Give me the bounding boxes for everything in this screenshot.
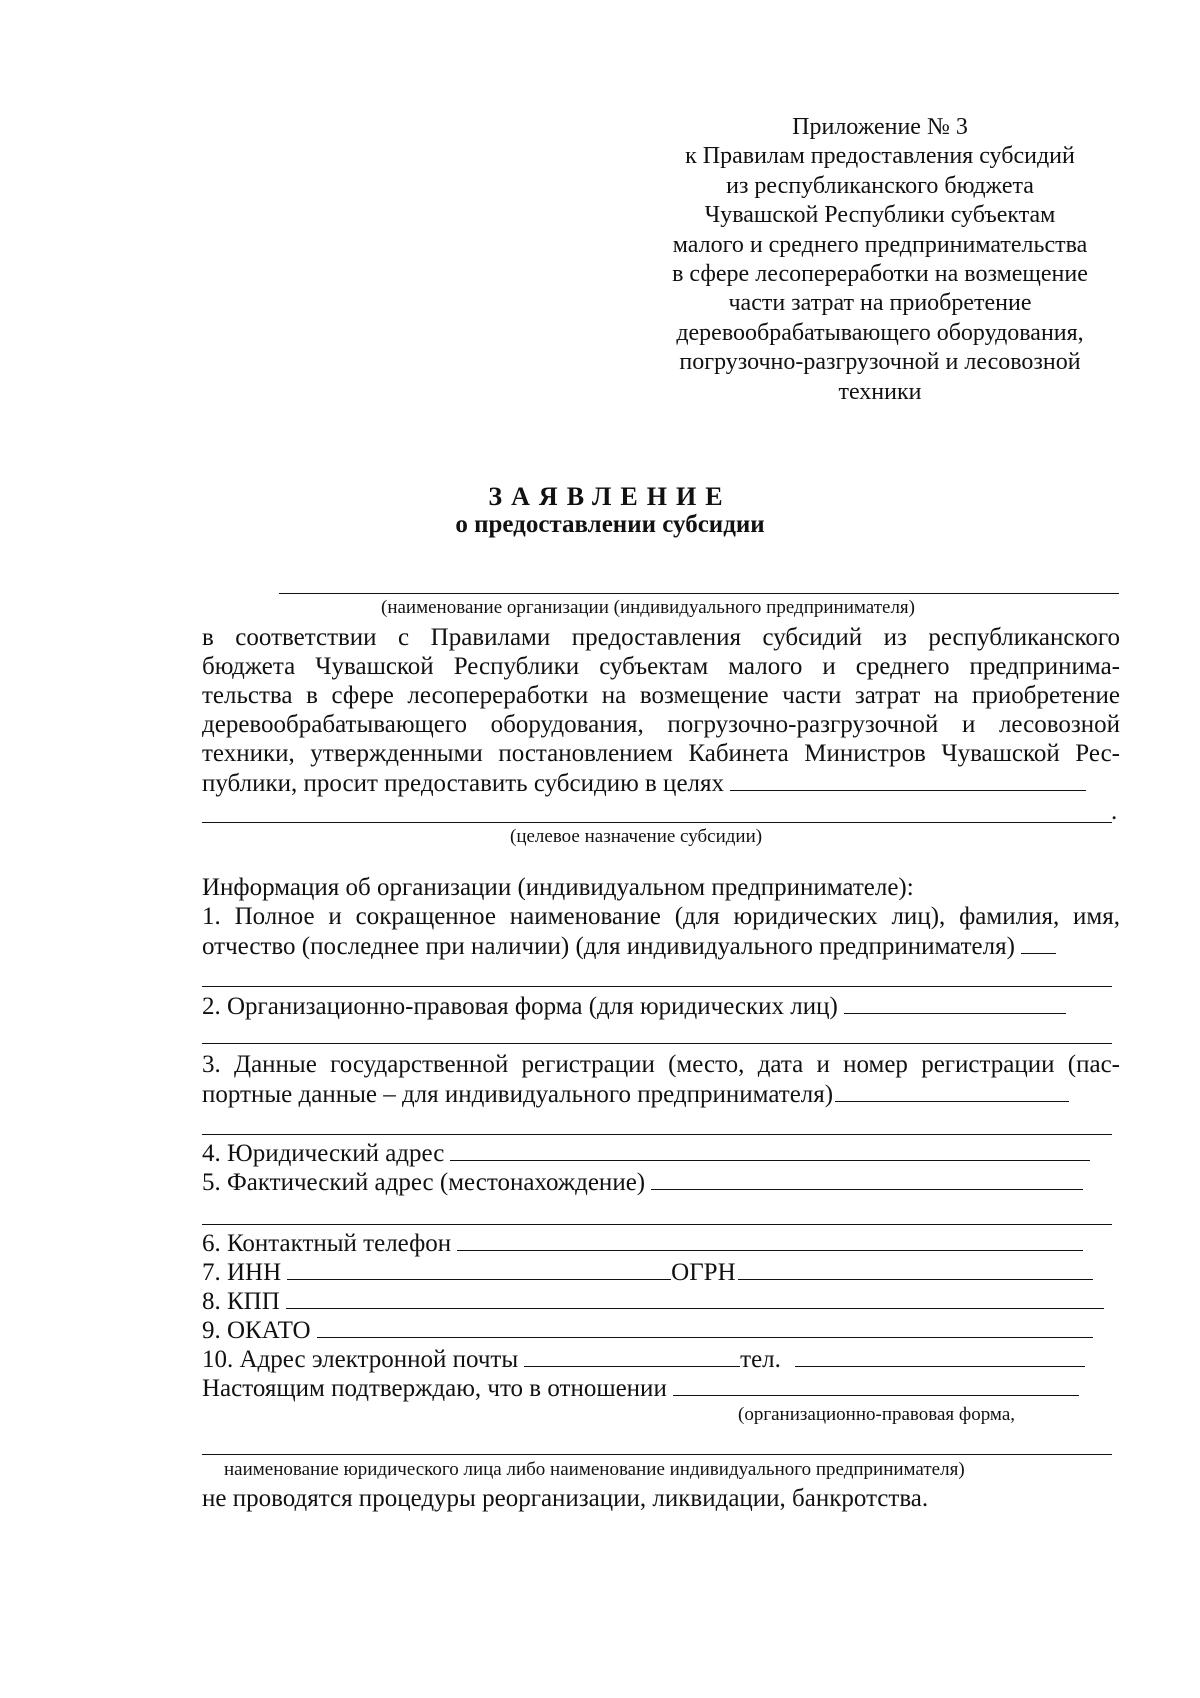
- contact-phone-field[interactable]: [457, 1228, 1083, 1251]
- org-name-field[interactable]: [279, 593, 1119, 594]
- info-item-3-cont: [202, 1079, 1069, 1109]
- body-text-line: бюджета Чувашской Республики субъектам малого и среднего предпринима-: [202, 653, 1120, 680]
- ogrn-label: ОГРН: [671, 1259, 736, 1286]
- registration-data-field-continuation[interactable]: [202, 1134, 1112, 1135]
- inn-field[interactable]: [287, 1257, 671, 1280]
- tel-label: тел.: [740, 1346, 781, 1373]
- appendix-line: части затрат на приобретение: [728, 290, 1032, 317]
- subsidy-purpose-field[interactable]: [730, 768, 1086, 791]
- info-item-5: [202, 1167, 1083, 1197]
- subsidy-purpose-field-continuation[interactable]: [202, 822, 1112, 823]
- confirm-caption-1: (организационно-правовая форма,: [738, 1404, 1016, 1425]
- info-item-8-label: 8. КПП: [202, 1288, 280, 1315]
- body-text-line-end: публики, просит предоставить субсидию в целях: [202, 770, 725, 797]
- appendix-line: Чувашской Республики субъектам: [704, 202, 1056, 229]
- appendix-line: погрузочно-разгрузочной и лесовозной: [679, 349, 1081, 376]
- purpose-caption: (целевое назначение субсидии): [510, 826, 763, 847]
- info-item-7-label: 7. ИНН: [202, 1259, 282, 1286]
- legal-form-field[interactable]: [844, 991, 1066, 1014]
- info-item-6: [202, 1228, 1083, 1258]
- appendix-line: техники: [838, 378, 922, 405]
- info-item-2: [202, 991, 1066, 1021]
- info-item-3: 3. Данные государственной регистрации (место, дата и номер регистрации (пас-: [202, 1051, 1120, 1078]
- purpose-period: .: [1111, 798, 1118, 825]
- body-text-line: в соответствии с Правилами предоставления субсидий из республиканского: [202, 624, 1120, 651]
- confirm-org-field[interactable]: [673, 1373, 1079, 1396]
- appendix-line: деревообрабатывающего оборудования,: [676, 319, 1084, 346]
- appendix-line: малого и среднего предпринимательства: [672, 231, 1088, 258]
- info-item-1-cont: [202, 931, 1056, 961]
- body-text-line: тельства в сфере лесопереработки на возмещение части затрат на приобретение: [202, 682, 1120, 709]
- confirm-caption-2: наименование юридического лица либо наименование индивидуального предпринимателя): [224, 1459, 965, 1480]
- info-item-1-label: отчество (последнее при наличии) (для индивидуального предпринимателя): [202, 933, 1015, 960]
- appendix-line: к Правилам предоставления субсидий: [685, 143, 1075, 170]
- document-subtitle: о предоставлении субсидии: [455, 511, 765, 538]
- confirm-line: [202, 1373, 1079, 1403]
- legal-address-field[interactable]: [450, 1138, 1090, 1161]
- info-item-1: 1. Полное и сокращенное наименование (для юридических лиц), фамилия, имя,: [202, 903, 1120, 930]
- appendix-line: из республиканского бюджета: [726, 172, 1034, 199]
- info-item-9: [202, 1315, 1093, 1345]
- full-name-field-continuation[interactable]: [202, 986, 1112, 987]
- email-field[interactable]: [524, 1344, 740, 1367]
- actual-address-field-continuation[interactable]: [202, 1224, 1112, 1225]
- confirm-org-field-continuation[interactable]: [202, 1454, 1112, 1455]
- legal-form-field-continuation[interactable]: [202, 1043, 1112, 1044]
- appendix-header: [640, 113, 1120, 407]
- confirm-final-text: не проводятся процедуры реорганизации, ликвидации, банкротства.: [202, 1485, 929, 1512]
- confirm-text: Настоящим подтверждаю, что в отношении: [202, 1375, 667, 1402]
- actual-address-field[interactable]: [651, 1167, 1083, 1190]
- full-name-field[interactable]: [1021, 931, 1056, 954]
- info-item-6-label: 6. Контактный телефон: [202, 1230, 452, 1257]
- body-text-line: техники, утвержденными постановлением Кабинета Министров Чувашской Рес-: [202, 740, 1120, 767]
- ogrn-field[interactable]: [738, 1257, 1093, 1280]
- info-item-4: [202, 1138, 1090, 1168]
- appendix-line: в сфере лесопереработки на возмещение: [672, 261, 1088, 288]
- info-item-2-label: 2. Организационно-правовая форма (для юридических лиц): [202, 993, 838, 1020]
- body-text-line: [202, 768, 1086, 798]
- document-title: ЗАЯВЛЕНИЕ: [488, 482, 732, 511]
- info-item-7: [202, 1257, 1093, 1287]
- body-text-line: деревообрабатывающего оборудования, погрузочно-разгрузочной и лесовозной: [202, 711, 1120, 738]
- info-item-10: [202, 1344, 1085, 1374]
- info-item-5-label: 5. Фактический адрес (местонахождение): [202, 1169, 646, 1196]
- info-item-9-label: 9. ОКАТО: [202, 1317, 311, 1344]
- appendix-line: Приложение № 3: [792, 114, 968, 140]
- info-item-8: [202, 1286, 1104, 1316]
- info-item-10-label: 10. Адрес электронной почты: [202, 1346, 519, 1373]
- org-name-caption: (наименование организации (индивидуального предпринимателя): [381, 597, 915, 618]
- info-item-3-label: портные данные – для индивидуального предпринимателя): [202, 1081, 834, 1108]
- kpp-field[interactable]: [286, 1286, 1104, 1309]
- registration-data-field[interactable]: [835, 1079, 1069, 1102]
- okato-field[interactable]: [317, 1315, 1093, 1338]
- info-item-4-label: 4. Юридический адрес: [202, 1140, 445, 1167]
- info-intro: Информация об организации (индивидуальном предпринимателе):: [202, 874, 914, 901]
- tel-field[interactable]: [795, 1344, 1085, 1367]
